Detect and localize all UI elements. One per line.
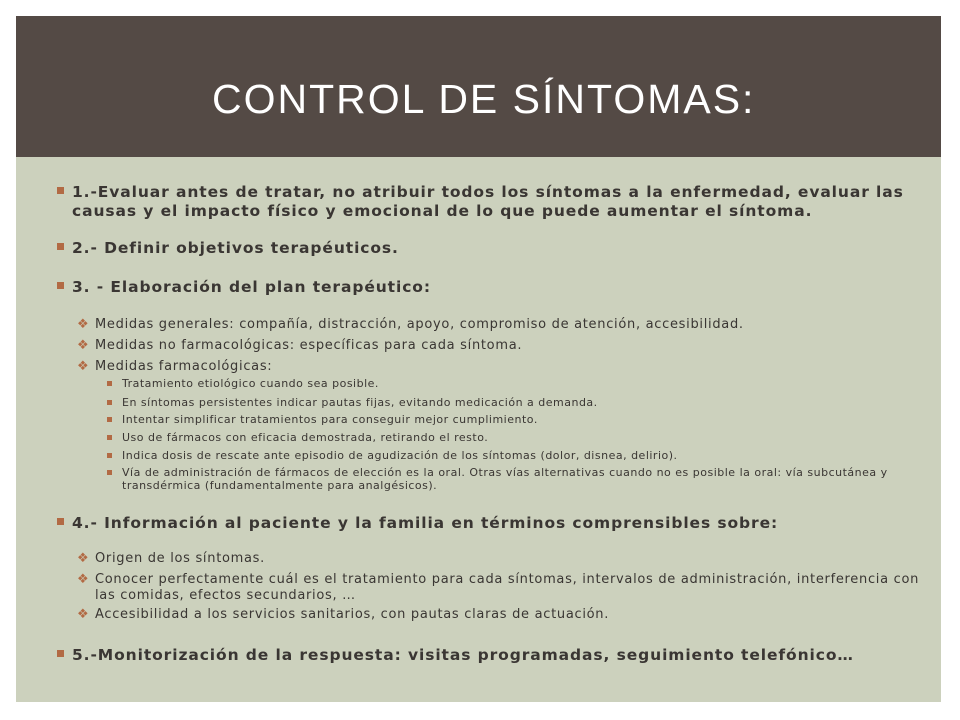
detail-item-text: Uso de fármacos con eficacia demostrada, retirando el resto.	[122, 431, 489, 444]
sub-item-text: Accesibilidad a los servicios sanitarios, con pautas claras de actuación.	[95, 607, 610, 622]
sub-item-treatment	[77, 572, 920, 604]
bullet-item-text: 5.-Monitorización de la respuesta: visitas programadas, seguimiento telefónico…	[72, 646, 854, 664]
detail-item	[122, 377, 917, 390]
sub-item-origin	[77, 551, 920, 567]
bullet-item-text: 2.- Definir objetivos terapéuticos.	[72, 239, 399, 257]
sub-item-text: Conocer perfectamente cuál es el tratamiento para cada síntomas, intervalos de administración, interferencia con las comidas, efectos secundarios, …	[95, 572, 920, 603]
diamond-bullet-icon: ❖	[77, 359, 90, 374]
small-square-bullet-icon	[107, 470, 112, 475]
detail-item-text: Intentar simplificar tratamientos para conseguir mejor cumplimiento.	[122, 413, 538, 426]
bullet-item-1	[72, 183, 922, 221]
bullet-item-5	[72, 646, 922, 665]
small-square-bullet-icon	[107, 435, 112, 440]
square-bullet-icon	[57, 650, 64, 657]
sub-item-text: Medidas farmacológicas:	[95, 359, 273, 374]
sub-item-non-pharma	[77, 338, 920, 354]
detail-item	[122, 449, 917, 462]
bullet-item-text: 4.- Información al paciente y la familia en términos comprensibles sobre:	[72, 514, 779, 532]
detail-item	[122, 431, 917, 444]
diamond-bullet-icon: ❖	[77, 338, 90, 353]
detail-item	[122, 396, 917, 409]
detail-item	[122, 466, 917, 492]
slide-title: CONTROL DE SÍNTOMAS:	[212, 76, 756, 122]
detail-item-text: En síntomas persistentes indicar pautas fijas, evitando medicación a demanda.	[122, 396, 598, 409]
square-bullet-icon	[57, 282, 64, 289]
bullet-item-text: 3. - Elaboración del plan terapéutico:	[72, 278, 431, 296]
bullet-item-text: 1.-Evaluar antes de tratar, no atribuir todos los síntomas a la enfermedad, evaluar las causas y el impacto físico y emocional de lo que puede aumentar el síntoma.	[72, 183, 904, 220]
sub-item-text: Medidas no farmacológicas: específicas para cada síntoma.	[95, 338, 523, 353]
diamond-bullet-icon: ❖	[77, 551, 90, 566]
square-bullet-icon	[57, 187, 64, 194]
square-bullet-icon	[57, 518, 64, 525]
square-bullet-icon	[57, 243, 64, 250]
detail-item	[122, 413, 917, 426]
sub-item-text: Medidas generales: compañía, distracción, apoyo, compromiso de atención, accesibilidad.	[95, 317, 744, 332]
diamond-bullet-icon: ❖	[77, 317, 90, 332]
small-square-bullet-icon	[107, 453, 112, 458]
sub-item-pharma	[77, 359, 920, 375]
bullet-item-3	[72, 278, 922, 297]
bullet-item-2	[72, 239, 922, 258]
sub-item-text: Origen de los síntomas.	[95, 551, 265, 566]
bullet-item-4	[72, 514, 922, 533]
diamond-bullet-icon: ❖	[77, 572, 90, 587]
detail-item-text: Vía de administración de fármacos de elección es la oral. Otras vías alternativas cuando no es posible la oral: vía subcutánea y transdérmica (fundamentalmente para analgésicos).	[122, 466, 888, 492]
sub-item-general	[77, 317, 920, 333]
small-square-bullet-icon	[107, 400, 112, 405]
detail-item-text: Indica dosis de rescate ante episodio de agudización de los síntomas (dolor, disnea, delirio).	[122, 449, 678, 462]
small-square-bullet-icon	[107, 417, 112, 422]
detail-item-text: Tratamiento etiológico cuando sea posible.	[122, 377, 379, 390]
diamond-bullet-icon: ❖	[77, 607, 90, 622]
small-square-bullet-icon	[107, 381, 112, 386]
sub-item-access	[77, 607, 920, 623]
